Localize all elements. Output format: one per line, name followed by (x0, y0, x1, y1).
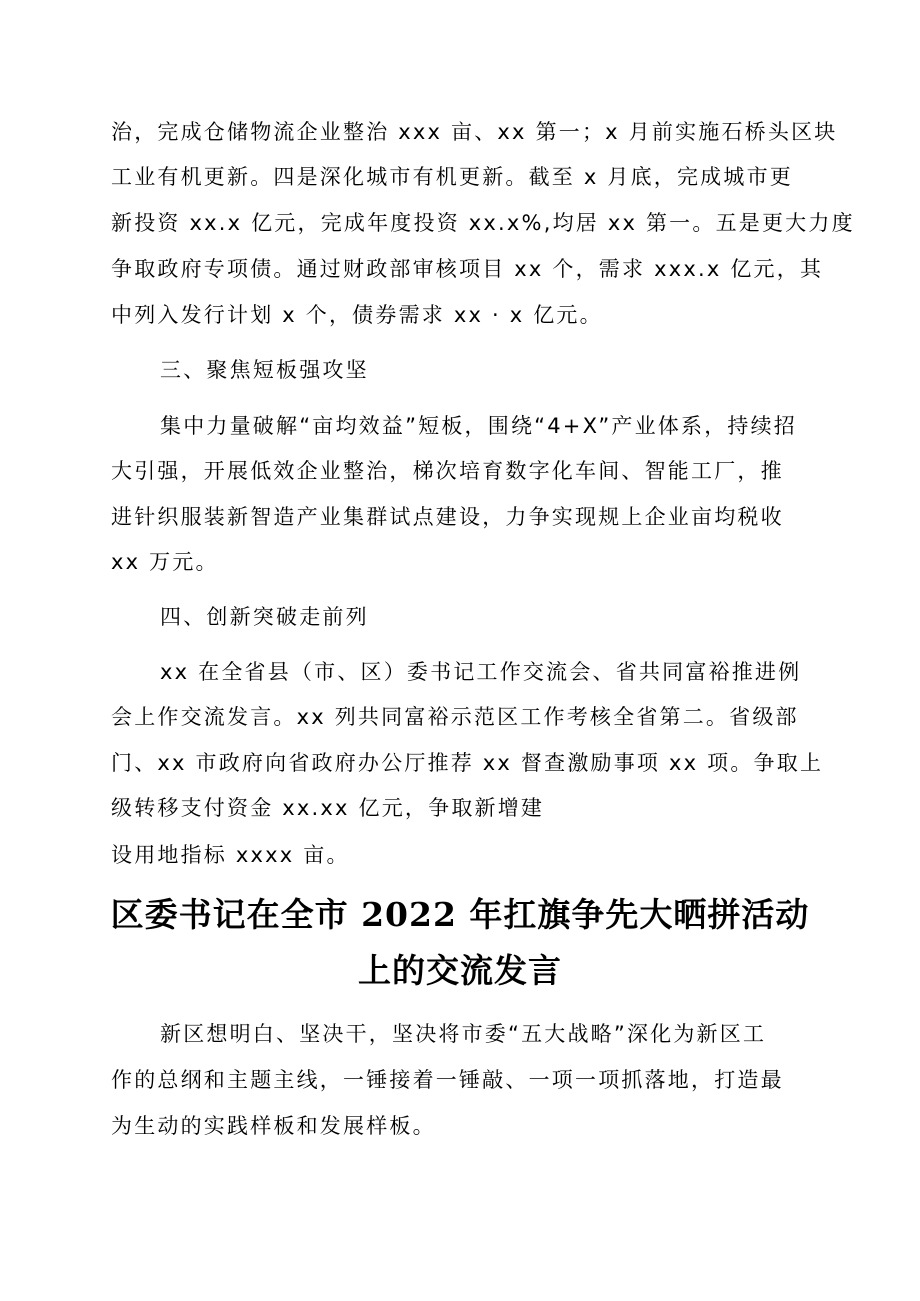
body-text-line: 新区想明白、坚决干，坚决将市委“五大战略”深化为新区工 (160, 1022, 767, 1046)
body-text-line: 集中力量破解“亩均效益”短板，围绕“4+X”产业体系，持续招 (160, 414, 798, 438)
body-text-line: xx 在全省县（市、区）委书记工作交流会、省共同富裕推进例 (160, 660, 802, 684)
body-text-line: 新投资 xx.x 亿元，完成年度投资 xx.x%,均居 xx 第一。五是更大力度 (111, 211, 855, 235)
section-heading: 三、聚焦短板强攻坚 (160, 358, 369, 382)
body-text-line: 进针织服装新智造产业集群试点建设，力争实现规上企业亩均税收 (111, 505, 784, 529)
document-title: 区委书记在全市 2022 年扛旗争先大晒拼活动 (110, 895, 810, 934)
body-text-line: xx 万元。 (111, 550, 219, 574)
body-text-line: 级转移支付资金 xx.xx 亿元，争取新增建 (111, 796, 545, 820)
body-text-line: 中列入发行计划 x 个，债券需求 xx · x 亿元。 (111, 303, 603, 327)
body-text-line: 为生动的实践样板和发展样板。 (111, 1114, 436, 1138)
body-text-line: 设用地指标 xxxx 亩。 (111, 843, 350, 867)
body-text-line: 工业有机更新。四是深化城市有机更新。截至 x 月底，完成城市更 (111, 165, 793, 189)
document-title: 上的交流发言 (358, 951, 562, 990)
section-heading: 四、创新突破走前列 (160, 605, 369, 629)
body-text-line: 作的总纲和主题主线，一锤接着一锤敲、一项一项抓落地，打造最 (111, 1068, 784, 1092)
body-text-line: 会上作交流发言。xx 列共同富裕示范区工作考核全省第二。省级部 (111, 705, 799, 729)
body-text-line: 治，完成仓储物流企业整治 xxx 亩、xx 第一；x 月前实施石桥头区块 (111, 120, 838, 144)
body-text-line: 大引强，开展低效企业整治，梯次培育数字化车间、智能工厂，推 (111, 459, 784, 483)
body-text-line: 争取政府专项债。通过财政部审核项目 xx 个，需求 xxx.x 亿元，其 (111, 257, 824, 281)
body-text-line: 门、xx 市政府向省政府办公厅推荐 xx 督查激励事项 xx 项。争取上 (111, 751, 824, 775)
